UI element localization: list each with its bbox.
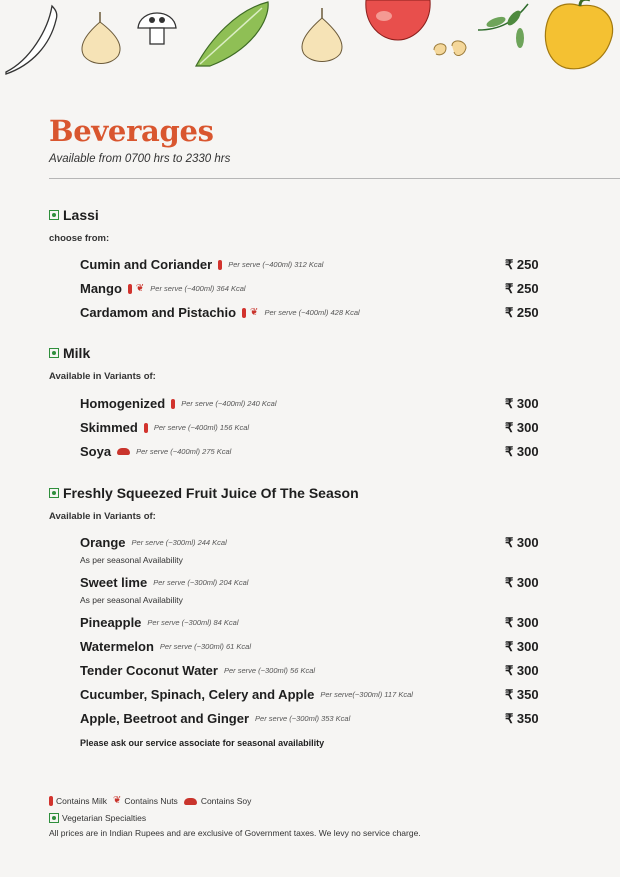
section-sub-milk: Available in Variants of: bbox=[49, 371, 156, 382]
milk-icon bbox=[144, 423, 148, 433]
veg-icon bbox=[49, 813, 59, 823]
item-note: As per seasonal Availability bbox=[80, 595, 183, 605]
soy-icon bbox=[117, 448, 130, 455]
menu-item: Cardamom and Pistachio ❦ Per serve (~400ml) 428 Kcal bbox=[80, 305, 360, 320]
milk-icon bbox=[171, 399, 175, 409]
item-price: ₹ 350 bbox=[505, 687, 539, 702]
lettuce-icon bbox=[196, 2, 268, 66]
item-price: ₹ 250 bbox=[505, 257, 539, 272]
menu-item: Tender Coconut Water Per serve (~300ml) 56 Kcal bbox=[80, 663, 316, 678]
veg-icon bbox=[49, 348, 59, 358]
soy-icon bbox=[184, 798, 197, 805]
milk-icon bbox=[218, 260, 222, 270]
menu-item: Cucumber, Spinach, Celery and Apple Per serve(~300ml) 117 Kcal bbox=[80, 687, 413, 702]
section-sub-juice: Available in Variants of: bbox=[49, 511, 156, 522]
veg-legend: Vegetarian Specialties bbox=[49, 813, 152, 823]
item-price: ₹ 300 bbox=[505, 396, 539, 411]
item-price: ₹ 250 bbox=[505, 305, 539, 320]
veg-icon bbox=[49, 488, 59, 498]
item-price: ₹ 300 bbox=[505, 615, 539, 630]
nuts-icon: ❦ bbox=[250, 306, 259, 318]
milk-icon bbox=[242, 308, 246, 318]
herb-icon bbox=[478, 4, 528, 48]
tomato-icon bbox=[366, 0, 430, 40]
item-price: ₹ 300 bbox=[505, 575, 539, 590]
section-sub-lassi: choose from: bbox=[49, 233, 110, 244]
seasonal-note: Please ask our service associate for seasonal availability bbox=[80, 738, 325, 748]
allergen-legend: Contains Milk ❦ Contains Nuts Contains Soy bbox=[49, 796, 257, 806]
mushroom-icon bbox=[138, 13, 176, 44]
menu-item: Skimmed Per serve (~400ml) 156 Kcal bbox=[80, 420, 250, 435]
nuts-icon: ❦ bbox=[135, 282, 145, 294]
item-price: ₹ 300 bbox=[505, 444, 539, 459]
menu-item: Soya Per serve (~400ml) 275 Kcal bbox=[80, 444, 232, 459]
price-disclaimer: All prices are in Indian Rupees and are exclusive of Government taxes. We levy no service charge. bbox=[49, 828, 421, 838]
divider bbox=[49, 178, 620, 179]
garlic-icon bbox=[302, 8, 342, 62]
menu-item: Sweet lime Per serve (~300ml) 204 Kcal bbox=[80, 575, 249, 590]
milk-icon bbox=[128, 284, 132, 294]
item-price: ₹ 250 bbox=[505, 281, 539, 296]
bell-pepper-icon bbox=[545, 0, 612, 69]
section-title-juice: Freshly Squeezed Fruit Juice Of The Season bbox=[49, 485, 359, 501]
menu-item: Apple, Beetroot and Ginger Per serve (~300ml) 353 Kcal bbox=[80, 711, 351, 726]
cashew-icon bbox=[434, 41, 466, 56]
menu-item: Homogenized Per serve (~400ml) 240 Kcal bbox=[80, 396, 277, 411]
page-subtitle: Available from 0700 hrs to 2330 hrs bbox=[49, 153, 231, 165]
menu-item: Cumin and Coriander Per serve (~400ml) 312 Kcal bbox=[80, 257, 324, 272]
menu-item: Watermelon Per serve (~300ml) 61 Kcal bbox=[80, 639, 252, 654]
nuts-icon: ❦ bbox=[113, 795, 122, 806]
item-price: ₹ 350 bbox=[505, 711, 539, 726]
item-price: ₹ 300 bbox=[505, 420, 539, 435]
page-title: Beverages bbox=[49, 114, 214, 148]
menu-item: Pineapple Per serve (~300ml) 84 Kcal bbox=[80, 615, 239, 630]
section-title-milk: Milk bbox=[49, 345, 90, 361]
menu-item: Orange Per serve (~300ml) 244 Kcal bbox=[80, 535, 227, 550]
section-title-lassi: Lassi bbox=[49, 207, 99, 223]
item-price: ₹ 300 bbox=[505, 663, 539, 678]
chili-icon bbox=[6, 6, 57, 74]
veg-icon bbox=[49, 210, 59, 220]
item-price: ₹ 300 bbox=[505, 639, 539, 654]
item-price: ₹ 300 bbox=[505, 535, 539, 550]
item-note: As per seasonal Availability bbox=[80, 555, 183, 565]
garlic-icon bbox=[82, 12, 120, 64]
menu-item: Mango ❦ Per serve (~400ml) 364 Kcal bbox=[80, 281, 246, 296]
vegetable-decoration bbox=[0, 0, 620, 75]
milk-icon bbox=[49, 796, 53, 806]
